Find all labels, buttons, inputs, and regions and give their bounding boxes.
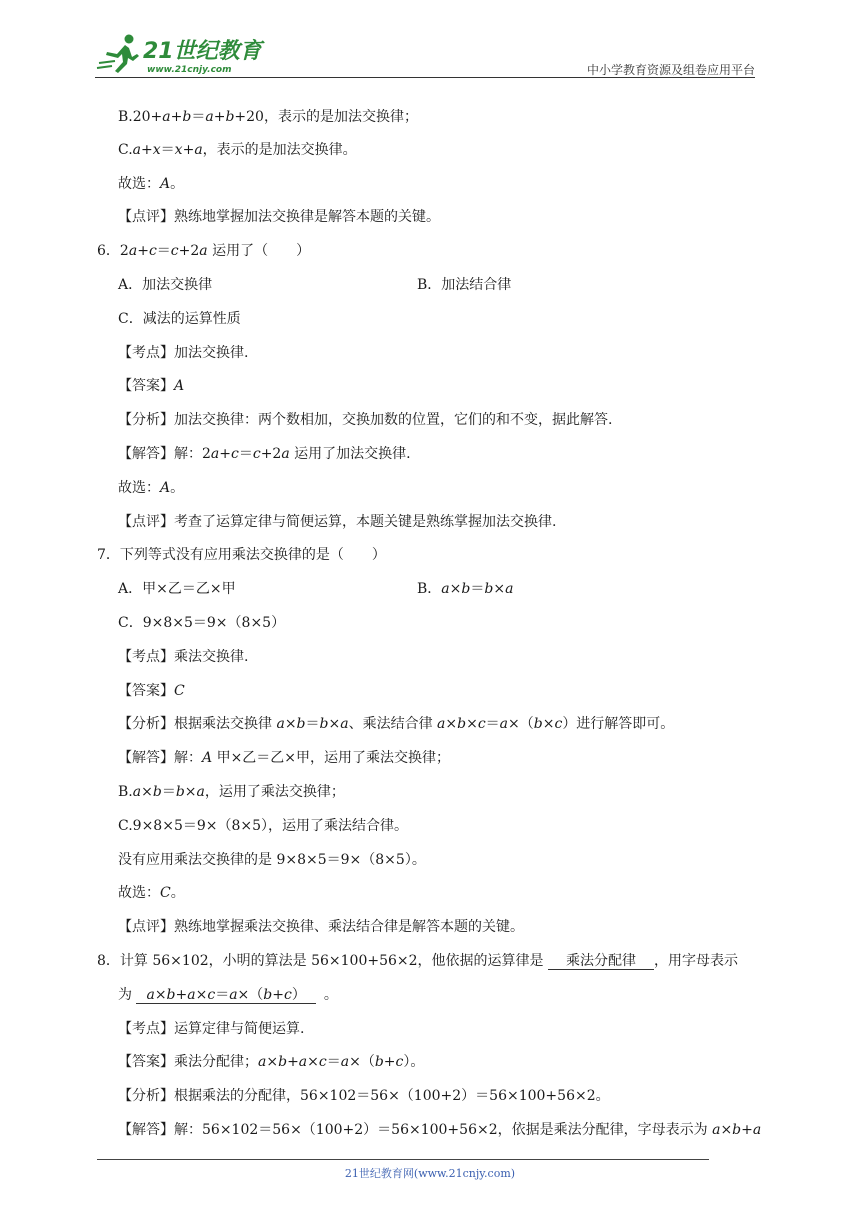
runner-icon <box>97 35 139 74</box>
q6-answer: 【答案】A <box>118 378 185 394</box>
q7-answer: 【答案】C <box>118 683 185 699</box>
q7-option-a: A．甲×乙＝乙×甲 <box>118 581 236 597</box>
q7-stem: 7．下列等式没有应用乘法交换律的是（ ） <box>97 547 386 563</box>
prev-line-c: C.a+x＝x+a，表示的是加法交换律。 <box>118 142 357 158</box>
q6-choose: 故选：A。 <box>118 480 185 496</box>
q8-stem: 8．计算 56×102，小明的算法是 56×100+56×2，他依据的运算律是 乘法分配律 ，用字母表示 <box>97 953 738 969</box>
prev-comment: 【点评】熟练地掌握加法交换律是解答本题的关键。 <box>118 209 440 225</box>
page-header <box>95 30 755 80</box>
q6-option-a: A．加法交换律 <box>118 277 213 293</box>
q7-analysis: 【分析】根据乘法交换律 a×b＝b×a、乘法结合律 a×b×c＝a×（b×c）进行解答即可。 <box>118 716 675 732</box>
q7-conclusion: 没有应用乘法交换律的是 9×8×5＝9×（8×5）。 <box>118 852 426 868</box>
q7-kaodian: 【考点】乘法交换律. <box>118 649 249 665</box>
q8-blank-2: a×b+a×c＝a×（b+c） <box>136 987 315 1004</box>
q7-option-c: C．9×8×5＝9×（8×5） <box>118 615 286 631</box>
q6-analysis: 【分析】加法交换律：两个数相加，交换加数的位置，它们的和不变，据此解答. <box>118 412 613 428</box>
header-divider <box>95 77 755 78</box>
q7-comment: 【点评】熟练地掌握乘法交换律、乘法结合律是解答本题的关键。 <box>118 919 524 935</box>
q8-stem-line-2: 为 a×b+a×c＝a×（b+c） 。 <box>118 987 338 1003</box>
q7-option-b: B．a×b＝b×a <box>417 581 514 597</box>
site-logo <box>95 30 265 80</box>
logo-url: www.21cnjy.com <box>147 65 232 75</box>
q8-answer: 【答案】乘法分配律；a×b+a×c＝a×（b+c）。 <box>118 1054 425 1070</box>
q7-choose: 故选：C。 <box>118 885 185 901</box>
q6-option-b: B．加法结合律 <box>417 277 512 293</box>
prev-line-b: B.20+a+b＝a+b+20，表示的是加法交换律； <box>118 109 418 125</box>
prev-choose: 故选：A。 <box>118 176 185 192</box>
q7-solution-c: C.9×8×5＝9×（8×5），运用了乘法结合律。 <box>118 818 409 834</box>
q6-comment: 【点评】考查了运算定律与简便运算，本题关键是熟练掌握加法交换律. <box>118 514 557 530</box>
q6-kaodian: 【考点】加法交换律. <box>118 345 249 361</box>
q8-solution: 【解答】解：56×102＝56×（100+2）＝56×100+56×2，依据是乘法分配律，字母表示为 a×b+a <box>118 1122 762 1138</box>
q7-solution-b: B.a×b＝b×a，运用了乘法交换律； <box>118 784 345 800</box>
q8-blank-1: 乘法分配律 <box>548 953 654 970</box>
q6-solution: 【解答】解：2a+c＝c+2a 运用了加法交换律. <box>118 446 411 462</box>
q8-analysis: 【分析】根据乘法的分配律，56×102＝56×（100+2）＝56×100+56×2。 <box>118 1088 610 1104</box>
q6-stem: 6．2a+c＝c+2a 运用了（ ） <box>97 243 311 259</box>
site-name: 中小学教育资源及组卷应用平台 <box>586 63 755 77</box>
q8-kaodian: 【考点】运算定律与简便运算. <box>118 1021 305 1037</box>
logo-text: 21世纪教育 <box>143 39 262 64</box>
footer-divider <box>97 1159 709 1160</box>
q7-solution: 【解答】解：A 甲×乙＝乙×甲，运用了乘法交换律； <box>118 750 451 766</box>
q6-option-c: C．减法的运算性质 <box>118 311 241 327</box>
footer-text: 21世纪教育网(www.21cnjy.com) <box>344 1167 516 1180</box>
